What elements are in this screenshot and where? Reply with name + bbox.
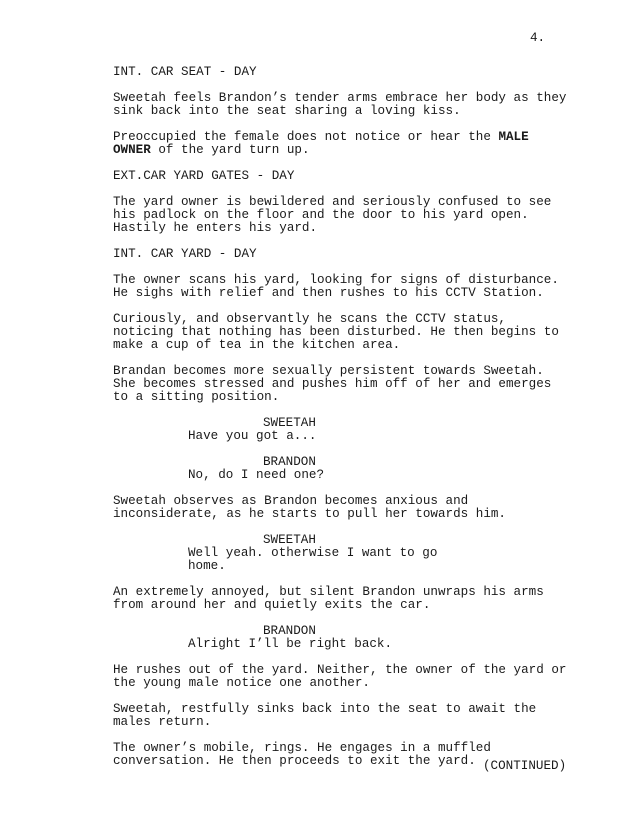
page-number: 4. — [530, 31, 546, 45]
action-paragraph: Sweetah, restfully sinks back into the seat to await the males return. — [113, 702, 537, 729]
character-name: BRANDON — [263, 624, 316, 638]
action-paragraph: An extremely annoyed, but silent Brandon unwraps his arms from around her and quietly exits the car. — [113, 585, 544, 612]
scene-heading: INT. CAR SEAT - DAY — [113, 65, 257, 79]
dialogue-line: Alright I’ll be right back. — [188, 637, 393, 651]
scene-heading: EXT.CAR YARD GATES - DAY — [113, 169, 295, 183]
action-paragraph: Sweetah observes as Brandon becomes anxious and inconsiderate, as he starts to pull her towards him. — [113, 494, 506, 521]
action-paragraph: Preoccupied the female does not notice or hear the MALE OWNER of the yard turn up. — [113, 130, 529, 157]
continued-marker: (CONTINUED) — [483, 759, 567, 773]
character-name: SWEETAH — [263, 416, 316, 430]
dialogue-block — [113, 625, 573, 651]
action-paragraph: The yard owner is bewildered and seriously confused to see his padlock on the floor and the door to his yard open. Hastily he enters his yard. — [113, 195, 552, 235]
script-body — [113, 66, 573, 781]
action-paragraph: He rushes out of the yard. Neither, the owner of the yard or the young male notice one another. — [113, 663, 567, 690]
action-paragraph: Brandan becomes more sexually persistent towards Sweetah. She becomes stressed and pushes him off of her and emerges to a sitting position. — [113, 364, 552, 404]
character-name: BRANDON — [263, 455, 316, 469]
action-paragraph: The owner’s mobile, rings. He engages in a muffled conversation. He then proceeds to exit the yard. — [113, 741, 491, 768]
action-paragraph: Sweetah feels Brandon’s tender arms embrace her body as they sink back into the seat sharing a loving kiss. — [113, 91, 567, 118]
dialogue-block — [113, 534, 573, 573]
dialogue-line: Well yeah. otherwise I want to go home. — [188, 546, 438, 573]
dialogue-block — [113, 417, 573, 443]
character-name: SWEETAH — [263, 533, 316, 547]
action-paragraph: The owner scans his yard, looking for signs of disturbance. He sighs with relief and then rushes to his CCTV Station. — [113, 273, 559, 300]
dialogue-block — [113, 456, 573, 482]
dialogue-line: No, do I need one? — [188, 468, 325, 482]
dialogue-line: Have you got a... — [188, 429, 317, 443]
scene-heading: INT. CAR YARD - DAY — [113, 247, 257, 261]
action-paragraph: Curiously, and observantly he scans the CCTV status, noticing that nothing has been disturbed. He then begins to make a cup of tea in the kitchen area. — [113, 312, 559, 352]
